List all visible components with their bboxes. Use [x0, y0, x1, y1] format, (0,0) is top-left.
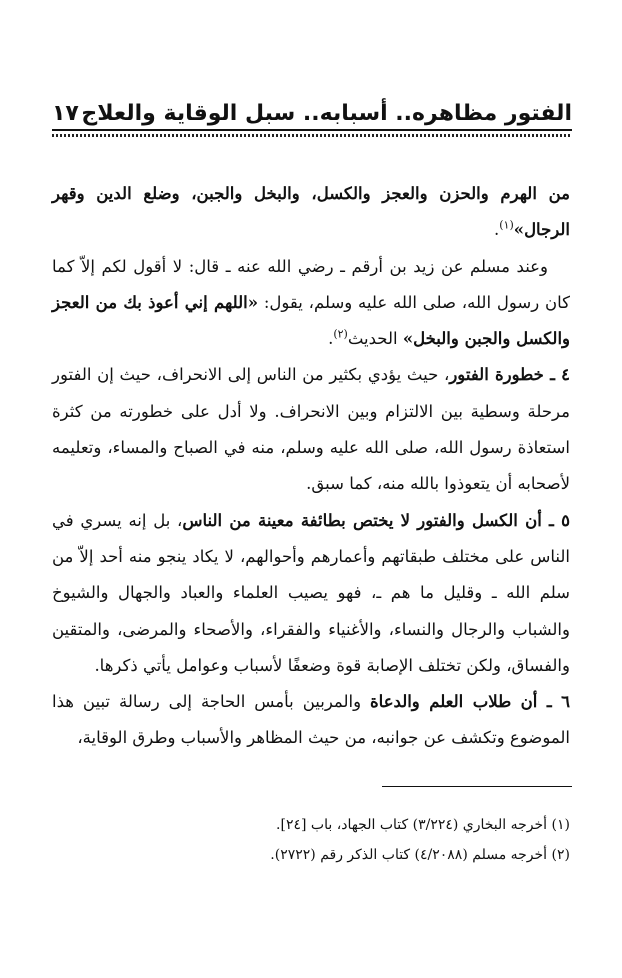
paragraph-2	[52, 249, 570, 358]
footnote-marker: (١)	[551, 817, 570, 833]
footnotes	[52, 810, 570, 870]
point-number: ٦ ـ	[537, 692, 570, 712]
running-title: الفتور مظاهره.. أسبابه.. سبل الوقاية والعلاج	[81, 101, 572, 126]
point-6	[52, 684, 570, 757]
point-heading: أن الكسل والفتور لا يختص بطائفة معينة من الناس	[182, 510, 542, 530]
header-divider	[52, 129, 572, 137]
footnote-ref-1: (١)	[499, 218, 514, 232]
paragraph-1	[52, 176, 570, 249]
point-4	[52, 357, 570, 502]
point-heading: أن طلاب العلم والدعاة	[370, 692, 538, 712]
footnote-text: أخرجه البخاري (٣/٢٢٤) كتاب الجهاد، باب [٢٤].	[276, 817, 548, 833]
footnote-ref-2: (٢)	[333, 327, 348, 341]
point-5	[52, 503, 570, 684]
point-number: ٤ ـ	[543, 365, 570, 385]
body-text	[52, 176, 570, 757]
point-number: ٥ ـ	[541, 510, 571, 530]
footnote-marker: (٢)	[551, 847, 570, 863]
period: .	[328, 329, 334, 349]
page-header	[52, 92, 572, 126]
point-heading: خطورة الفتور	[449, 365, 544, 385]
point-text: ، بل إنه يسري في الناس على مختلف طبقاتهم وأعمارهم وأحوالهم، لا يكاد ينجو منه أحد إلاّ من سلم الله ـ وقليل ما هم ـ، فهو يصيب العلماء والعباد والجهال والشيوخ والشباب والرجال والنساء، والأغنياء والفقراء، والأصحاء والمرضى، والمتقين والفساق، ولكن تختلف الإصابة قوة وضعفًا لأسباب وعوامل يأتي ذكرها.	[52, 510, 570, 675]
point-text: ، حيث يؤدي بكثير من الناس إلى الانحراف، حيث إن الفتور مرحلة وسطية بين الالتزام وبين الانحراف. ولا أدل على خطورته من كثرة استعاذة رسول الله، صلى الله عليه وسلم، منه في الصباح والمساء، وتعليمه لأصحابه أن يتعوذوا بالله منه، كما سبق.	[52, 365, 570, 494]
paragraph-2-tail: الحديث	[347, 329, 403, 349]
footnote-2	[52, 840, 570, 870]
period: .	[493, 220, 500, 240]
footnote-1	[52, 810, 570, 840]
footnote-divider	[382, 786, 572, 787]
point-text: والمربين بأمس الحاجة إلى رسالة تبين هذا الموضوع وتكشف عن جوانبه، من حيث المظاهر والأسباب وطرق الوقاية،	[52, 692, 570, 748]
footnote-text: أخرجه مسلم (٤/٢٠٨٨) كتاب الذكر رقم (٢٧٢٢).	[270, 847, 548, 863]
hadith-continuation: من الهرم والحزن والعجز والكسل، والبخل والجبن، وضلع الدين وقهر الرجال»	[52, 184, 570, 240]
paragraph-2-text: وعند مسلم عن زيد بن أرقم ـ رضي الله عنه ـ قال: لا أقول لكم إلاّ كما كان رسول الله، صلى الله عليه وسلم، يقول:	[52, 256, 570, 312]
page-number: ١٧	[52, 101, 79, 126]
hadith-quote: «اللهم إني أعوذ بك من العجز والكسل والجبن والبخل»	[52, 292, 570, 349]
